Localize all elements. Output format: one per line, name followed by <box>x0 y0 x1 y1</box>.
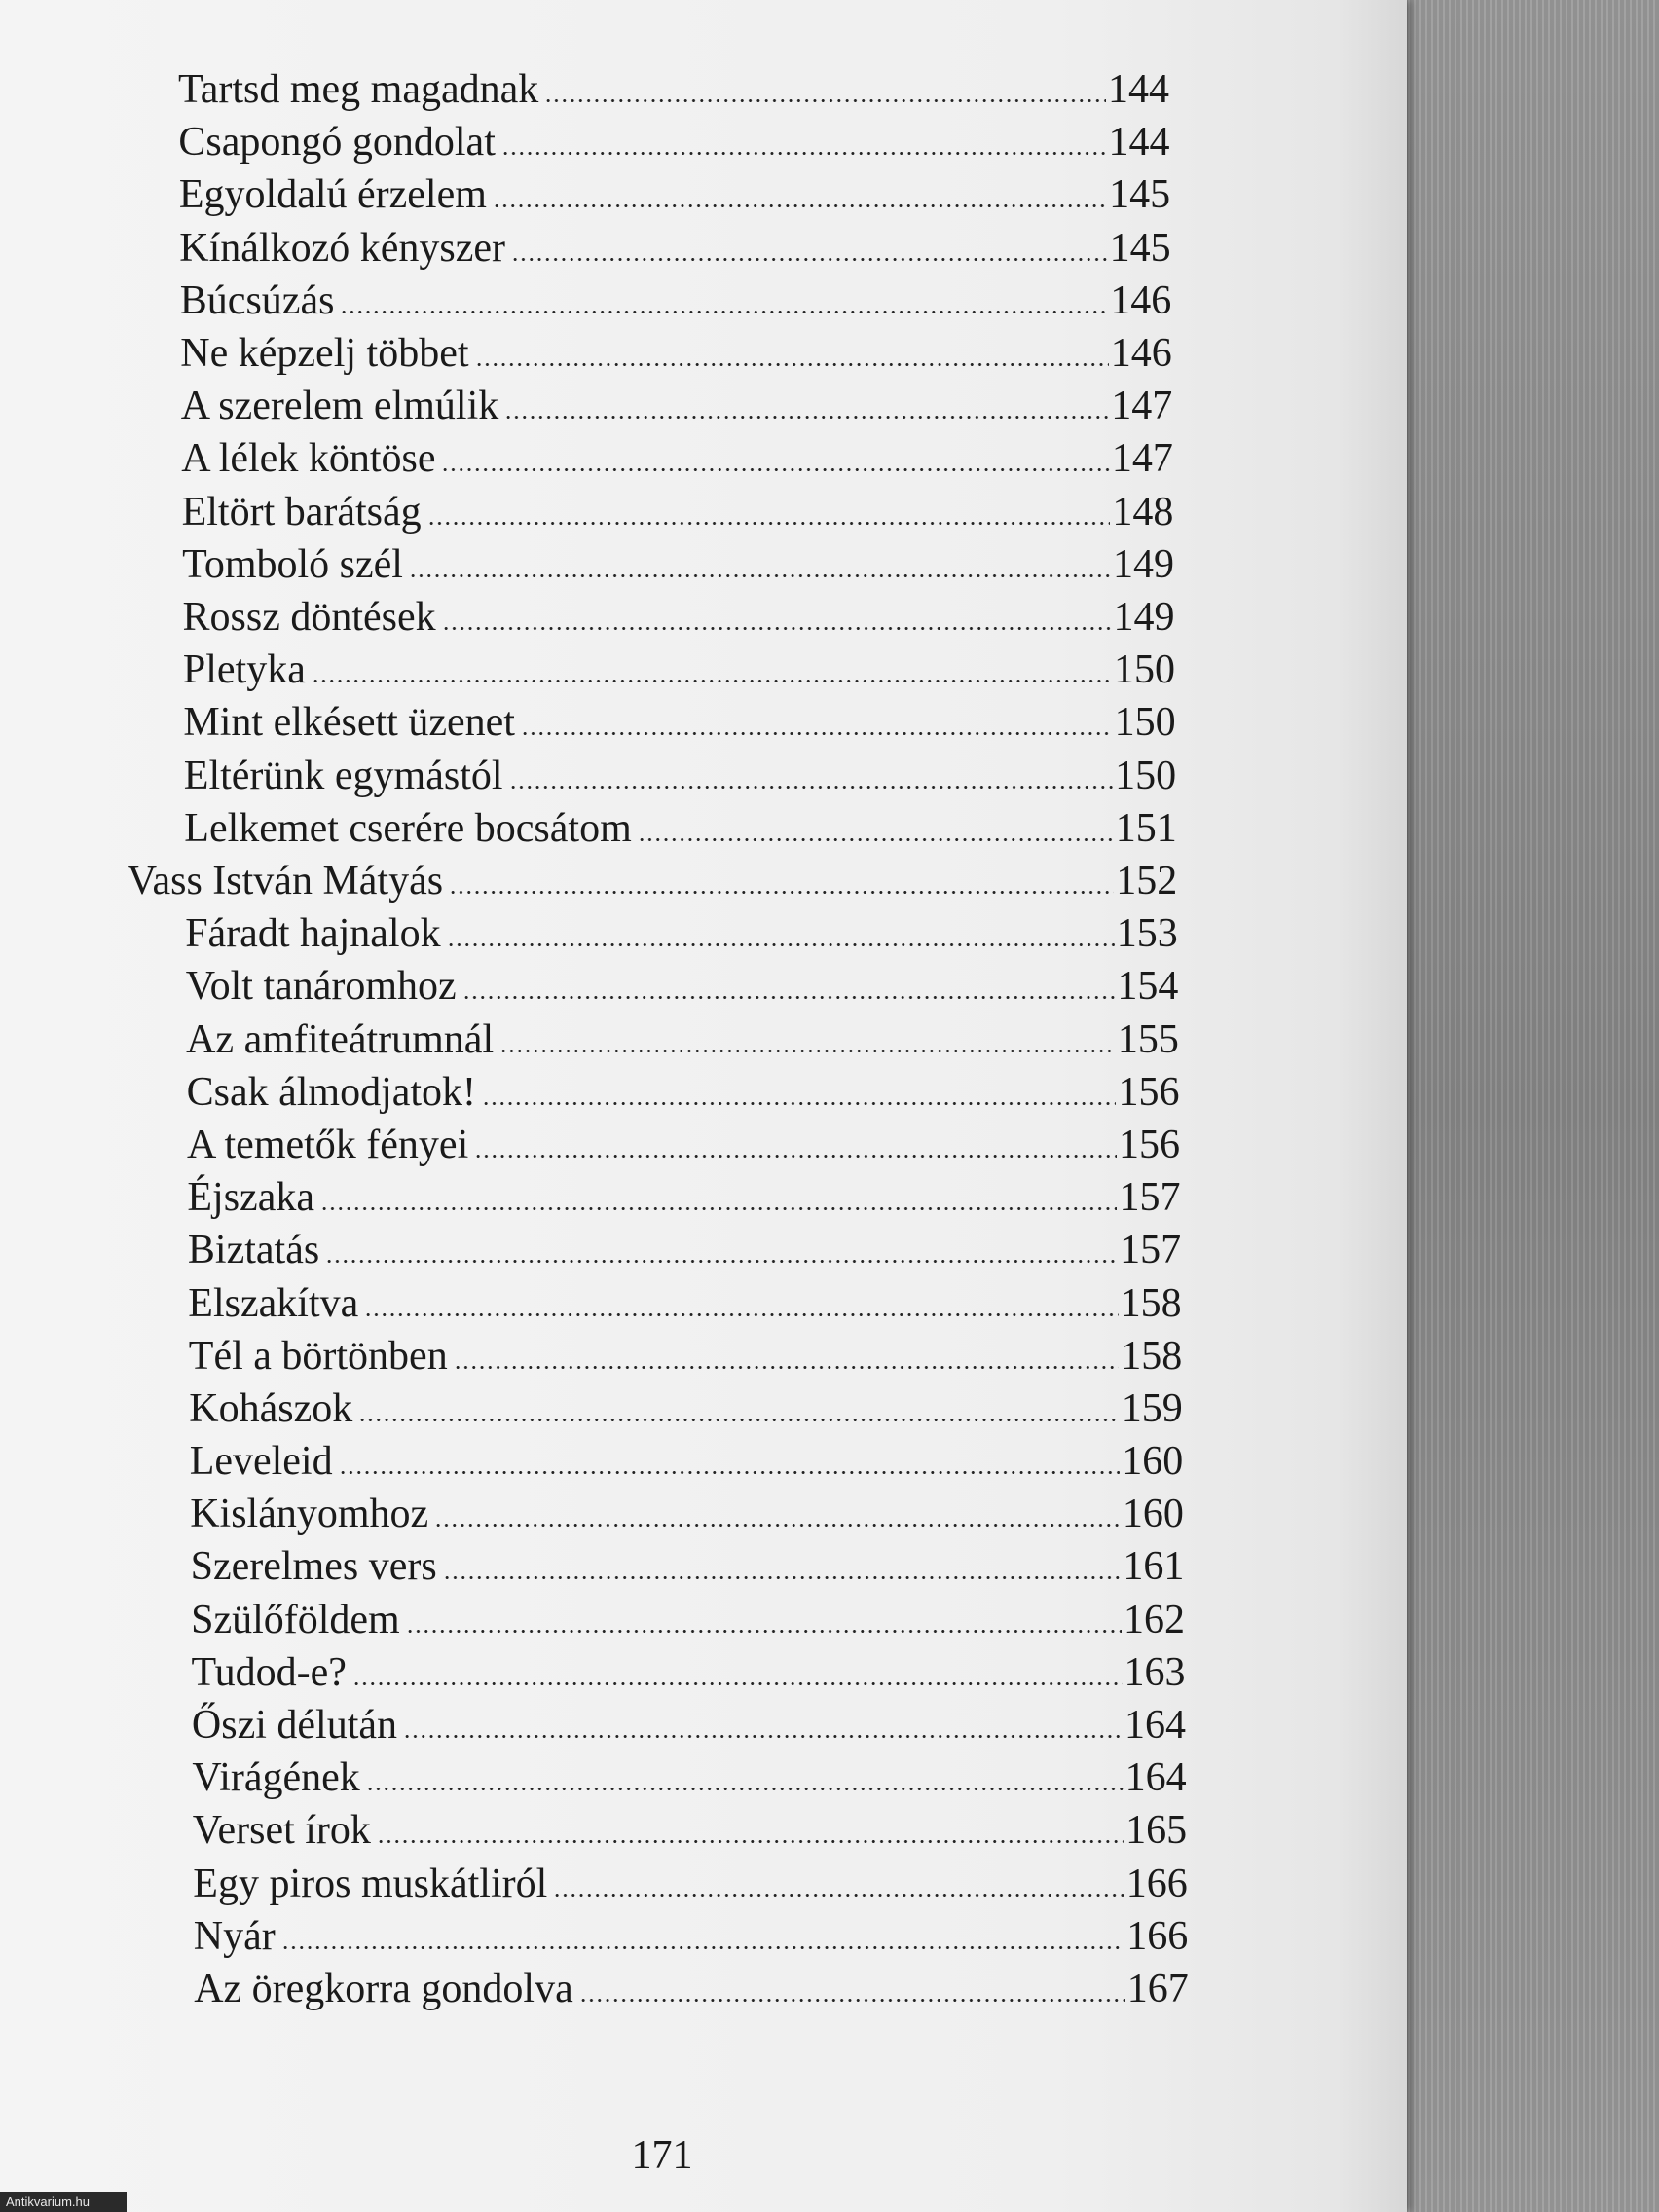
toc-entry <box>185 908 1178 959</box>
toc-entry <box>186 1014 1179 1065</box>
dot-leader <box>462 996 1116 999</box>
toc-entry-title: Biztatás <box>187 1228 320 1273</box>
toc-entry-title: Kohászok <box>189 1385 353 1431</box>
toc-entry-page: 146 <box>1110 331 1172 376</box>
toc-entry <box>186 961 1179 1012</box>
toc-entry-title: Csapongó gondolat <box>178 120 496 166</box>
toc-entry <box>183 697 1175 748</box>
toc-entry-title: Fáradt hajnalok <box>185 911 441 957</box>
toc-entry <box>179 169 1170 220</box>
dot-leader <box>553 1894 1124 1897</box>
toc-entry-page: 147 <box>1111 384 1173 429</box>
toc-entry <box>181 433 1173 484</box>
toc-entry-title: Pletyka <box>182 647 306 693</box>
toc-entry-page: 158 <box>1120 1280 1182 1326</box>
toc-entry <box>183 645 1175 695</box>
watermark: Antikvarium.hu <box>0 2192 127 2212</box>
toc-entry-title: Eltört barátság <box>181 489 422 535</box>
toc-entry-page: 147 <box>1111 436 1173 482</box>
toc-entry <box>194 1964 1189 2014</box>
toc-entry <box>184 803 1176 854</box>
toc-entry-title: Az amfiteátrumnál <box>186 1016 495 1062</box>
dot-leader <box>521 732 1113 735</box>
toc-entry-page: 150 <box>1114 700 1176 746</box>
toc-entry-page: 151 <box>1115 805 1177 851</box>
toc-entry-page: 158 <box>1121 1333 1183 1379</box>
toc-entry-title: Kislányomhoz <box>190 1492 429 1537</box>
toc-entry <box>181 381 1173 431</box>
dot-leader <box>281 1946 1125 1949</box>
toc-entry-title: Volt tanáromhoz <box>185 964 457 1010</box>
toc-entry-title: Lelkemet cserére bocsátom <box>184 805 632 851</box>
toc-entry <box>188 1278 1181 1329</box>
dot-leader <box>409 574 1111 577</box>
toc-entry <box>190 1436 1184 1487</box>
toc-entry-title: Eltérünk egymástól <box>183 753 503 798</box>
dot-leader <box>339 1471 1121 1474</box>
toc-entry-title: Szülőföldem <box>191 1597 400 1642</box>
toc-entry-page: 155 <box>1117 1016 1179 1062</box>
toc-entry-title: A lélek köntöse <box>181 436 436 482</box>
toc-entry <box>191 1541 1185 1592</box>
toc-entry <box>187 1172 1180 1223</box>
toc-entry <box>193 1805 1187 1856</box>
toc-entry-title: Tudod-e? <box>191 1649 347 1695</box>
dot-leader <box>499 1050 1116 1052</box>
toc-entry-title: Nyár <box>193 1913 276 1959</box>
toc-entry <box>187 1120 1180 1170</box>
toc-entry-page: 165 <box>1125 1808 1188 1854</box>
toc-entry-title: Elszakítva <box>188 1280 359 1326</box>
toc-entry-page: 157 <box>1119 1175 1181 1221</box>
dot-leader <box>501 152 1107 155</box>
toc-entry <box>178 64 1169 115</box>
toc-entry-title: Ne képzelj többet <box>180 331 469 376</box>
toc-entry <box>179 223 1170 274</box>
dot-leader <box>325 1260 1118 1263</box>
toc-entry <box>180 276 1171 326</box>
dot-leader <box>352 1682 1123 1685</box>
toc-entry-page: 145 <box>1109 225 1171 271</box>
toc-entry-page: 144 <box>1108 120 1170 166</box>
toc-entry-title: Tartsd meg magadnak <box>178 67 539 112</box>
dot-leader <box>364 1313 1118 1316</box>
toc-entry-title: Az öregkorra gondolva <box>194 1967 573 2011</box>
dot-leader <box>509 786 1114 789</box>
toc-entry-title: Éjszaka <box>187 1175 314 1221</box>
dot-leader <box>544 99 1106 102</box>
toc-entry-title: Virágének <box>192 1755 360 1801</box>
toc-entry <box>191 1595 1185 1645</box>
toc-entry <box>182 487 1174 537</box>
dot-leader <box>482 1102 1116 1105</box>
toc-entry <box>178 117 1169 167</box>
page-number: 171 <box>631 2133 693 2178</box>
toc-entry-title: Verset írok <box>192 1808 371 1854</box>
toc-entry <box>189 1383 1183 1434</box>
dot-leader <box>638 838 1114 841</box>
dot-leader <box>493 204 1107 207</box>
toc-entry <box>128 856 1178 906</box>
dot-leader <box>377 1840 1124 1843</box>
toc-entry-page: 156 <box>1118 1069 1180 1115</box>
toc-entry <box>180 328 1172 379</box>
dot-leader <box>406 1630 1122 1633</box>
toc-entry-title: Őszi délután <box>191 1703 397 1748</box>
dot-leader <box>434 1524 1121 1527</box>
toc-entry-page: 152 <box>1116 858 1178 903</box>
toc-entry-page: 150 <box>1115 753 1177 798</box>
toc-entry <box>194 1911 1189 1962</box>
dot-leader <box>320 1207 1118 1210</box>
toc-entry-title: Rossz döntések <box>182 594 436 640</box>
dot-leader <box>312 680 1112 682</box>
toc-entry-page: 156 <box>1119 1122 1180 1167</box>
toc-entry-page: 167 <box>1126 1967 1189 2011</box>
toc-entry <box>183 592 1175 643</box>
toc-entry-title: Vass István Mátyás <box>127 858 444 903</box>
dot-leader <box>447 943 1115 946</box>
dot-leader <box>579 1999 1125 2002</box>
toc-entry-page: 162 <box>1123 1597 1185 1642</box>
dot-leader <box>504 416 1109 419</box>
dot-leader <box>443 1576 1122 1579</box>
dot-leader <box>475 363 1109 366</box>
toc-entry-title: Egy piros muskátliról <box>193 1861 548 1906</box>
toc-entry-page: 166 <box>1125 1861 1188 1906</box>
dot-leader <box>474 1155 1117 1158</box>
toc-entry-title: Kínálkozó kényszer <box>179 225 506 271</box>
toc-entry-page: 164 <box>1124 1703 1186 1748</box>
toc-entry <box>187 1067 1180 1118</box>
toc-entry <box>188 1225 1181 1275</box>
toc-entry-page: 149 <box>1112 541 1174 587</box>
toc-entry <box>192 1700 1186 1751</box>
toc-entry-title: A szerelem elmúlik <box>180 384 499 429</box>
dot-leader <box>454 1366 1119 1369</box>
toc-entry-page: 159 <box>1121 1385 1183 1431</box>
dot-leader <box>441 468 1109 471</box>
toc-entry <box>192 1647 1186 1698</box>
toc-entry-page: 150 <box>1113 647 1175 693</box>
toc-entry-title: Mint elkésett üzenet <box>183 700 515 746</box>
toc-entry-title: Szerelmes vers <box>190 1544 437 1590</box>
dot-leader <box>449 891 1114 894</box>
dot-leader <box>358 1419 1120 1421</box>
toc-entry-page: 148 <box>1112 489 1174 535</box>
toc-entry <box>190 1489 1184 1539</box>
dot-leader <box>427 522 1111 525</box>
toc-entry-page: 144 <box>1108 67 1169 112</box>
toc-entry-page: 163 <box>1124 1649 1186 1695</box>
toc-entry-title: A temetők fényei <box>187 1122 469 1167</box>
toc-entry-title: Egyoldalú érzelem <box>178 172 487 218</box>
toc-entry-page: 149 <box>1113 594 1175 640</box>
dot-leader <box>442 627 1112 630</box>
toc-entry-title: Tomboló szél <box>182 541 403 587</box>
toc-entry-page: 145 <box>1109 172 1171 218</box>
toc-entry-page: 160 <box>1122 1439 1184 1485</box>
toc-entry-page: 166 <box>1126 1913 1189 1959</box>
toc-entry-page: 157 <box>1120 1228 1182 1273</box>
dot-leader <box>340 311 1108 313</box>
toc-entry <box>184 751 1176 801</box>
toc-entry-title: Csak álmodjatok! <box>186 1069 477 1115</box>
toc-entry <box>189 1331 1182 1382</box>
toc-entry-title: Leveleid <box>189 1439 333 1485</box>
toc-entry <box>182 539 1174 590</box>
dot-leader <box>366 1788 1124 1790</box>
toc-entry-title: Búcsúzás <box>179 277 335 323</box>
toc-entry-page: 153 <box>1116 911 1178 957</box>
toc-entry-page: 146 <box>1110 277 1172 323</box>
dot-leader <box>403 1735 1123 1738</box>
toc-entry-page: 164 <box>1124 1755 1187 1801</box>
toc-entry-page: 160 <box>1122 1492 1184 1537</box>
toc-entry-page: 161 <box>1123 1544 1185 1590</box>
table-surface <box>1402 0 1659 2212</box>
dot-leader <box>511 258 1108 261</box>
toc-entry-title: Tél a börtönben <box>188 1333 448 1379</box>
toc-entry <box>193 1859 1187 1909</box>
toc-entry-page: 154 <box>1117 964 1179 1010</box>
toc-entry <box>192 1752 1186 1803</box>
